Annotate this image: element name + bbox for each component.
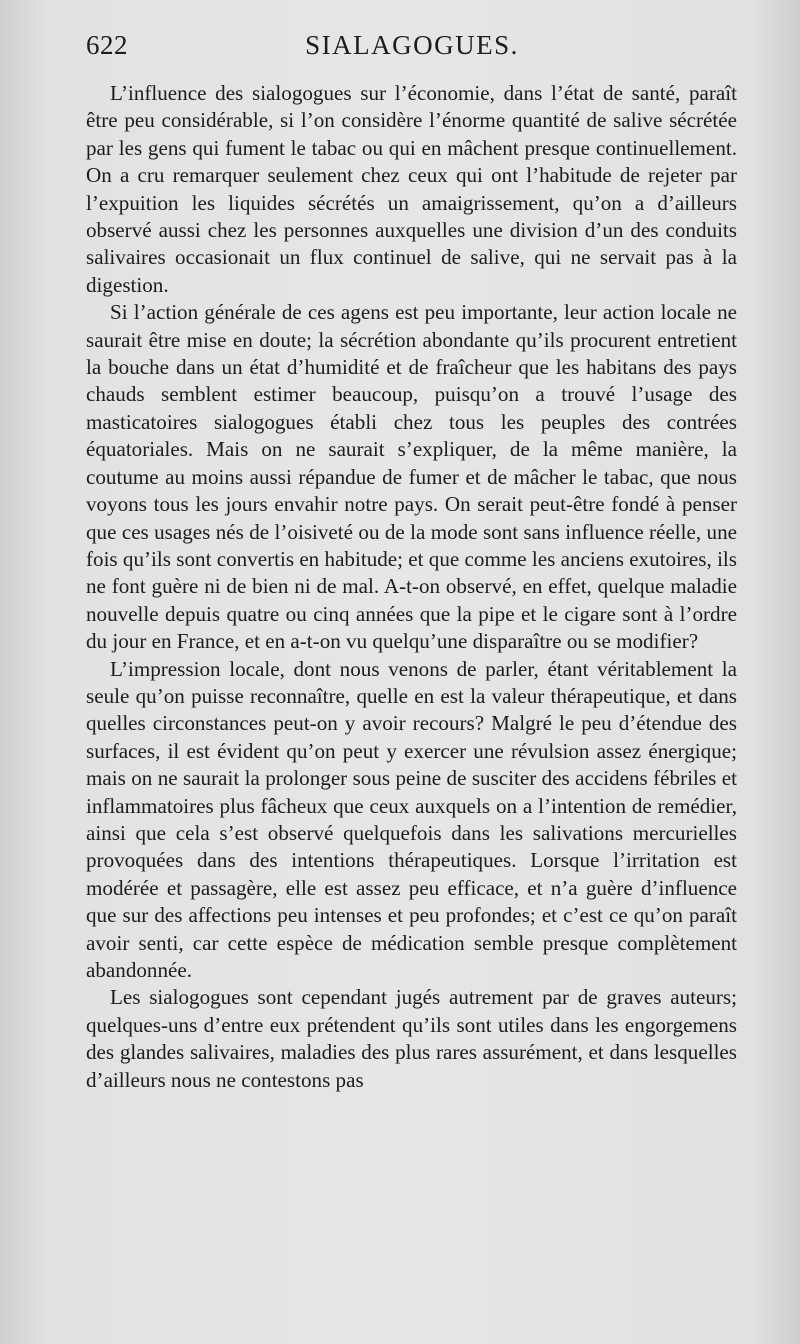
body-text [86,80,737,1094]
paragraph-3: L’impression locale, dont nous venons de parler, étant véritablement la seule qu’on puisse reconnaître, quelle en est la valeur thérapeutique, et dans quelles circonstances peut-on y avoir recours? Malgré le peu d’étendue des surfaces, il est évident qu’on peut y exercer une révulsion assez énergique; mais on ne saurait la prolonger sous peine de susciter des accidens fébriles et inflammatoires plus fâcheux que ceux auxquels on a l’intention de remédier, ainsi que cela s’est observé quelquefois dans les salivations mercurielles provoquées dans des intentions thérapeutiques. Lorsque l’irritation est modérée et passagère, elle est assez peu efficace, et n’a guère d’influence que sur des affections peu intenses et peu profondes; et c’est ce qu’on paraît avoir senti, car cette espèce de médication semble presque complètement abandonnée. [86,656,737,982]
paragraph-2: Si l’action générale de ces agens est peu importante, leur action locale ne saurait être mise en doute; la sécrétion abondante qu’ils procurent entretient la bouche dans un état d’humidité et de fraîcheur que les habitans des pays chauds semblent estimer beaucoup, puisqu’on a trouvé l’usage des masticatoires sialogogues établi chez tous les peuples des contrées équatoriales. Mais on ne saurait s’expliquer, de la même manière, la coutume au moins aussi répandue de fumer et de mâcher le tabac, que nous voyons tous les jours envahir notre pays. On serait peut-être fondé à penser que ces usages nés de l’oisiveté ou de la mode sont sans influence réelle, une fois qu’ils sont convertis en habitude; et que comme les anciens exutoires, ils ne font guère ni de bien ni de mal. A-t-on observé, en effet, quelque maladie nouvelle depuis quatre ou cinq années que la pipe et le cigare sont à l’ordre du jour en France, et en a-t-on vu quelqu’une disparaître ou se modifier? [86,300,737,654]
page-number: 622 [86,30,128,60]
paragraph-1: L’influence des sialogogues sur l’économie, dans l’état de santé, paraît être peu considérable, si l’on considère l’énorme quantité de salive sécrétée par les gens qui fument le tabac ou qui en mâchent presque continuellement. On a cru remarquer seulement chez ceux qui ont l’habitude de rejeter par l’expuition les liquides sécrétés un amaigrissement, qu’on a d’ailleurs observé aussi chez les personnes auxquelles une division d’un des conduits salivaires occasionait un flux continuel de salive, qui ne servait pas à la digestion. [86,81,737,297]
paragraph-4: Les sialogogues sont cependant jugés autrement par de graves auteurs; quelques-uns d’entre eux prétendent qu’ils sont utiles dans les engorgemens des glandes salivaires, maladies des plus rares assurément, et dans lesquelles d’ailleurs nous ne contestons pas [86,985,737,1092]
page-header [86,30,738,68]
running-title: SIALAGOGUES. [305,30,519,60]
